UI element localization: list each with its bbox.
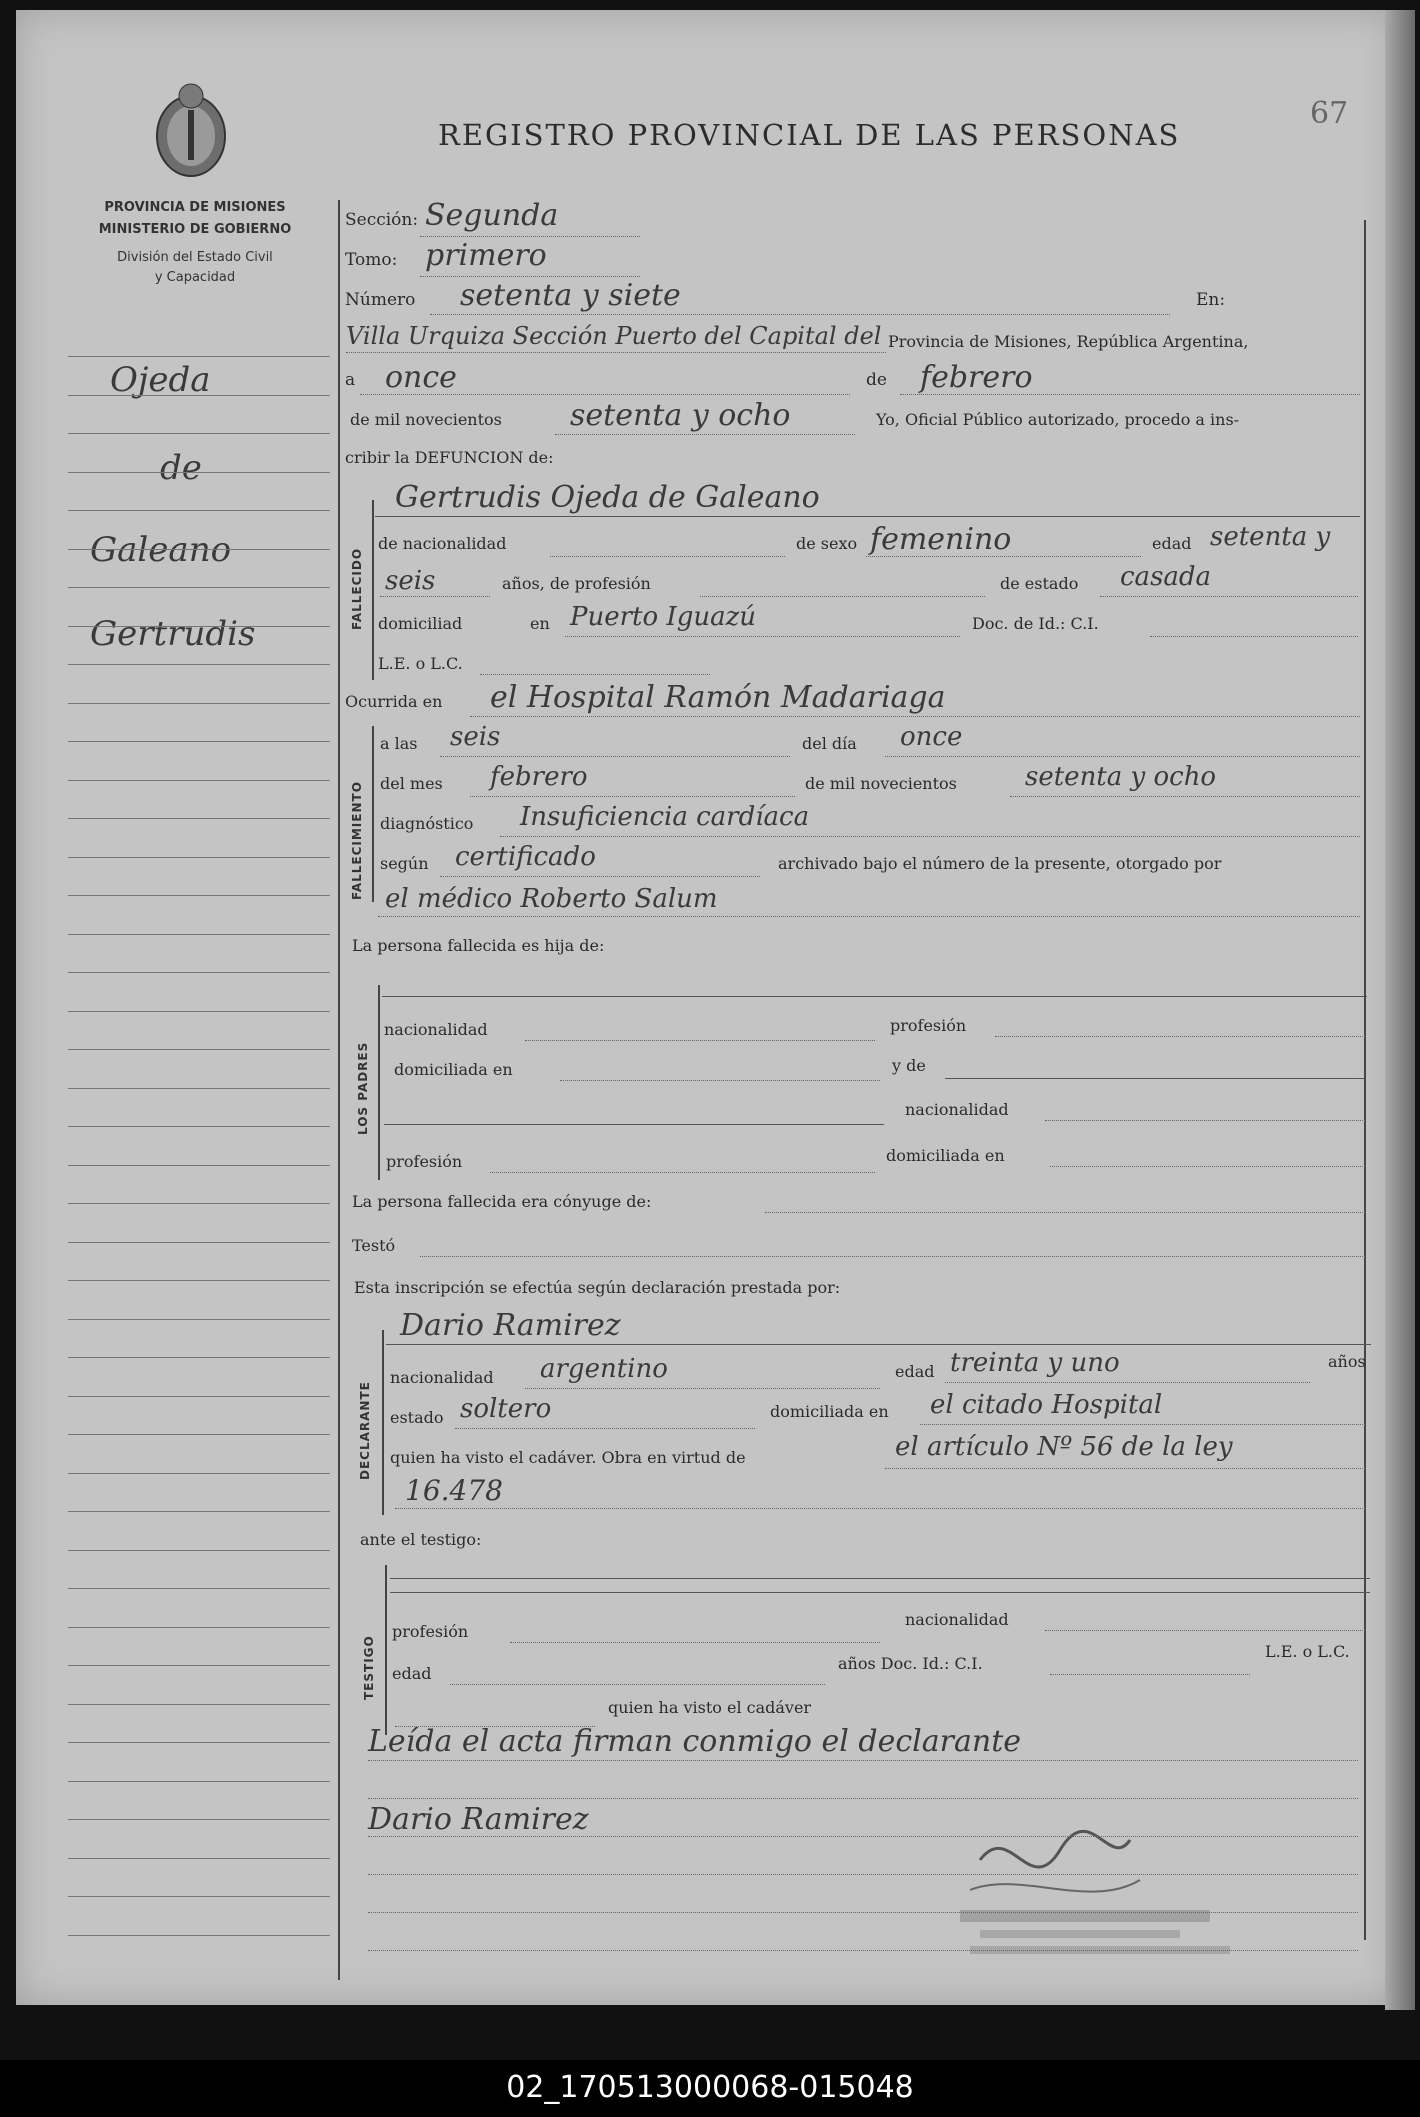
margin-rule <box>68 972 330 973</box>
page-title: REGISTRO PROVINCIAL DE LAS PERSONAS <box>438 118 1181 152</box>
margin-rule <box>68 472 330 473</box>
value-declarante: Dario Ramirez <box>400 1308 621 1343</box>
closing-rule <box>368 1912 1358 1913</box>
label-fallecido: FALLECIDO <box>350 547 364 630</box>
margin-rule <box>68 1088 330 1089</box>
margin-name-3: Galeano <box>90 530 232 570</box>
label-testigo-anos: años Doc. Id.: C.I. <box>838 1654 983 1673</box>
label-los-padres: LOS PADRES <box>356 1041 370 1135</box>
header-ministry: MINISTERIO DE GOBIERNO <box>98 222 292 237</box>
margin-rule <box>68 1742 330 1743</box>
value-anio: setenta y ocho <box>570 398 791 433</box>
margin-rule <box>68 703 330 704</box>
label-del-mes: del mes <box>380 774 443 793</box>
label-archivado: archivado bajo el número de la presente, otorgado por <box>778 854 1222 873</box>
label-declarante-domiciliada: domiciliada en <box>770 1402 889 1421</box>
page-number: 67 <box>1310 96 1349 131</box>
margin-rule <box>68 1627 330 1628</box>
label-padres-profesion-2: profesión <box>386 1152 463 1171</box>
padres-bracket <box>378 985 380 1180</box>
value-anio-fallecimiento: setenta y ocho <box>1025 762 1217 792</box>
margin-rule <box>68 818 330 819</box>
value-declarante-edad: treinta y uno <box>950 1348 1120 1378</box>
label-le-lc: L.E. o L.C. <box>378 654 463 673</box>
value-en: Villa Urquiza Sección Puerto del Capital del <box>346 322 882 350</box>
label-estado: de estado <box>1000 574 1079 593</box>
page-edge <box>1385 10 1415 2010</box>
margin-rule <box>68 1396 330 1397</box>
margin-name-4: Gertrudis <box>90 614 256 654</box>
margin-rule <box>68 1473 330 1474</box>
label-padres-nacionalidad-2: nacionalidad <box>905 1100 1009 1119</box>
fallecimiento-bracket <box>372 726 374 902</box>
value-domicilio: Puerto Iguazú <box>570 602 757 632</box>
margin-rule <box>68 587 330 588</box>
footer-image-id: 02_170513000068-015048 <box>506 2070 914 2105</box>
margin-rule <box>68 1896 330 1897</box>
margin-rule <box>68 1011 330 1012</box>
margin-rule <box>68 1704 330 1705</box>
officer-signature-stamp-icon <box>940 1810 1270 1970</box>
fallecido-bracket <box>372 500 374 680</box>
label-declarante-edad: edad <box>895 1362 935 1381</box>
value-declarante-domicilio: el citado Hospital <box>930 1390 1163 1420</box>
closing-rule <box>368 1874 1358 1875</box>
label-declarante-visto: quien ha visto el cadáver. Obra en virtud de <box>390 1448 746 1467</box>
label-numero: Número <box>345 290 416 310</box>
margin-rule <box>68 1242 330 1243</box>
label-padres-domiciliada: domiciliada en <box>394 1060 513 1079</box>
value-firma-declarante: Dario Ramirez <box>368 1802 589 1837</box>
label-ante-testigo: ante el testigo: <box>360 1530 482 1549</box>
footer-bar <box>0 2060 1420 2117</box>
margin-rule <box>68 1434 330 1435</box>
value-dia-fallecimiento: once <box>900 722 963 752</box>
margin-rule <box>68 510 330 511</box>
margin-rule <box>68 1550 330 1551</box>
margin-rule <box>68 1203 330 1204</box>
label-testigo-edad: edad <box>392 1664 432 1683</box>
closing-rule <box>368 1760 1358 1761</box>
label-oficial: Yo, Oficial Público autorizado, procedo a ins- <box>876 410 1240 429</box>
main-right-border <box>1364 220 1366 1940</box>
label-testigo-le: L.E. o L.C. <box>1265 1642 1350 1661</box>
label-testigo: TESTIGO <box>362 1635 376 1700</box>
value-declarante-estado: soltero <box>460 1394 552 1424</box>
value-numero: setenta y siete <box>460 278 681 313</box>
header-capacity: y Capacidad <box>154 270 236 285</box>
value-medico: el médico Roberto Salum <box>385 884 718 914</box>
label-diagnostico: diagnóstico <box>380 814 474 833</box>
value-edad: setenta y <box>1210 522 1331 552</box>
label-padres-profesion: profesión <box>890 1016 967 1035</box>
margin-rule <box>68 626 330 627</box>
margin-name-1: Ojeda <box>110 360 211 400</box>
label-domiciliad: domiciliad <box>378 614 463 633</box>
value-ocurrida: el Hospital Ramón Madariaga <box>490 680 946 715</box>
margin-rule <box>68 1819 330 1820</box>
margin-rule <box>68 895 330 896</box>
value-mes: febrero <box>920 360 1033 395</box>
margin-rule <box>68 395 330 396</box>
closing-rule <box>368 1950 1358 1951</box>
label-doc: Doc. de Id.: C.I. <box>972 614 1099 633</box>
header-province: PROVINCIA DE MISIONES <box>104 200 286 215</box>
margin-rule <box>68 1665 330 1666</box>
label-declarante: DECLARANTE <box>358 1381 372 1480</box>
closing-rule <box>368 1836 1358 1837</box>
closing-rule <box>368 1798 1358 1799</box>
value-nombre: Gertrudis Ojeda de Galeano <box>395 480 820 515</box>
declarante-bracket <box>382 1330 384 1515</box>
label-declarante-nacionalidad: nacionalidad <box>390 1368 494 1387</box>
margin-rule <box>68 780 330 781</box>
testigo-bracket <box>385 1565 387 1735</box>
label-mil-novecientos-2: de mil novecientos <box>805 774 957 793</box>
label-provincia: Provincia de Misiones, República Argentina, <box>888 332 1249 351</box>
margin-rule <box>68 1280 330 1281</box>
margin-name-2: de <box>160 448 202 488</box>
label-conyuge: La persona fallecida era cónyuge de: <box>352 1192 652 1211</box>
label-del-dia: del día <box>802 734 857 753</box>
margin-rule <box>68 1319 330 1320</box>
label-testigo-visto: quien ha visto el cadáver <box>608 1698 812 1717</box>
margin-rule <box>68 1049 330 1050</box>
value-cierre: Leída el acta firman conmigo el declarante <box>368 1724 1021 1759</box>
label-a: a <box>345 370 356 390</box>
value-estado: casada <box>1120 562 1212 592</box>
margin-rule <box>68 664 330 665</box>
value-declarante-nacionalidad: argentino <box>540 1354 668 1384</box>
label-hija: La persona fallecida es hija de: <box>352 936 605 955</box>
margin-rule <box>68 1858 330 1859</box>
label-testo: Testó <box>352 1236 396 1255</box>
value-mes-fallecimiento: febrero <box>490 762 588 792</box>
value-diagnostico: Insuficiencia cardíaca <box>520 802 810 832</box>
label-declarante-estado: estado <box>390 1408 444 1427</box>
label-cribir: cribir la DEFUNCION de: <box>345 448 554 467</box>
label-mil-novecientos: de mil novecientos <box>350 410 502 429</box>
value-seccion: Segunda <box>425 198 559 233</box>
value-ley: 16.478 <box>405 1474 503 1507</box>
label-padres-nacionalidad: nacionalidad <box>384 1020 488 1039</box>
label-tomo: Tomo: <box>345 250 398 270</box>
label-testigo-profesion: profesión <box>392 1622 469 1641</box>
label-en-domicilio: en <box>530 614 550 633</box>
value-tomo: primero <box>425 238 547 273</box>
main-left-border <box>338 200 340 1980</box>
label-de: de <box>866 370 887 390</box>
value-edad-2: seis <box>385 566 436 596</box>
margin-rule <box>68 549 330 550</box>
margin-rule <box>68 1357 330 1358</box>
label-a-las: a las <box>380 734 418 753</box>
label-ocurrida: Ocurrida en <box>345 692 443 711</box>
label-fallecimiento: FALLECIMIENTO <box>350 781 364 900</box>
value-sexo: femenino <box>870 522 1012 557</box>
label-sexo: de sexo <box>796 534 858 553</box>
margin-rule <box>68 1511 330 1512</box>
margin-rule <box>68 1935 330 1936</box>
margin-rule <box>68 741 330 742</box>
margin-rule <box>68 433 330 434</box>
value-declarante-virtud: el artículo Nº 56 de la ley <box>895 1432 1233 1462</box>
margin-rule <box>68 934 330 935</box>
label-declarante-anos: años <box>1328 1352 1366 1371</box>
margin-rule <box>68 1126 330 1127</box>
label-y-de: y de <box>892 1056 926 1075</box>
label-segun: según <box>380 854 429 873</box>
label-en: En: <box>1196 290 1226 310</box>
margin-rule <box>68 1588 330 1589</box>
label-padres-domiciliada-2: domiciliada en <box>886 1146 1005 1165</box>
value-hora: seis <box>450 722 501 752</box>
value-dia: once <box>385 360 457 395</box>
label-anos-profesion: años, de profesión <box>502 574 651 593</box>
label-inscripcion: Esta inscripción se efectúa según declaración prestada por: <box>354 1278 841 1297</box>
margin-rule <box>68 857 330 858</box>
header-division: División del Estado Civil <box>117 250 273 265</box>
margin-rule <box>68 356 330 357</box>
label-seccion: Sección: <box>345 210 419 230</box>
margin-rule <box>68 1781 330 1782</box>
label-testigo-nacionalidad: nacionalidad <box>905 1610 1009 1629</box>
coat-of-arms-icon <box>148 78 234 186</box>
margin-rule <box>68 1165 330 1166</box>
label-nacionalidad: de nacionalidad <box>378 534 507 553</box>
label-edad: edad <box>1152 534 1192 553</box>
value-segun: certificado <box>455 842 596 872</box>
